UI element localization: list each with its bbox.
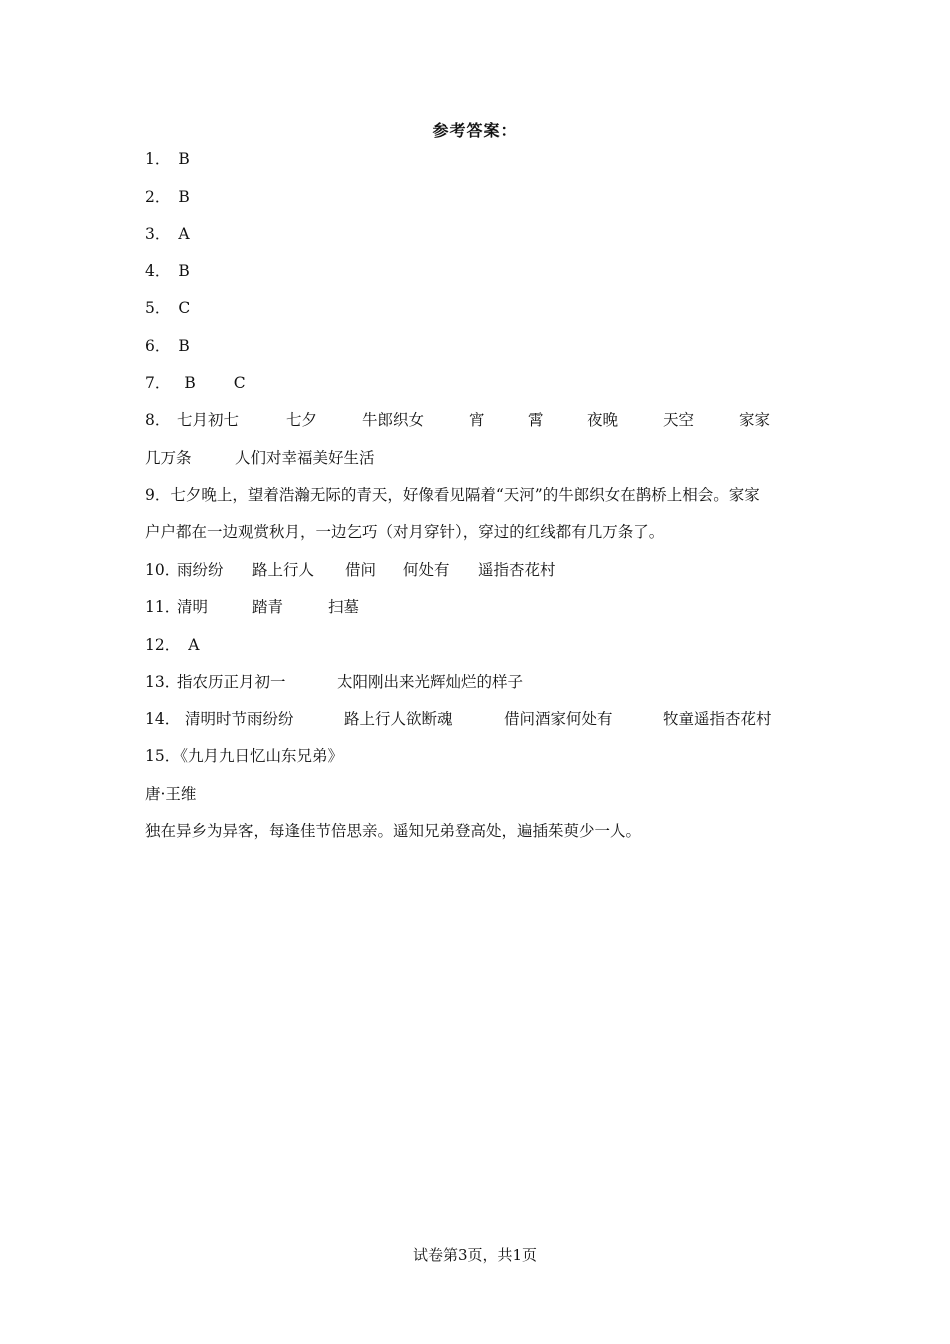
answer-number: 5． [145, 299, 171, 317]
answer-text: C [178, 299, 191, 317]
answer-text: 借问 [345, 561, 377, 579]
answer-14 [145, 709, 815, 729]
answer-10 [145, 560, 815, 580]
answer-number: 8． [145, 411, 171, 429]
answer-text: C [233, 374, 246, 392]
answer-text: 家家 [739, 411, 771, 429]
answer-15 [145, 746, 815, 766]
answer-text: 清明 [177, 598, 209, 616]
page-title: 参考答案： [432, 121, 518, 140]
poem-author [145, 784, 815, 804]
poem-title: 《九月九日忆山东兄弟》 [180, 747, 343, 765]
answer-text: A [188, 636, 200, 654]
answer-7 [145, 373, 815, 393]
answer-text: 雨纷纷 [177, 561, 224, 579]
answer-number: 9． [145, 486, 171, 504]
answer-number: 11． [145, 598, 181, 616]
answer-text: 几万条 [145, 449, 192, 467]
answer-text: 清明时节雨纷纷 [185, 710, 294, 728]
answer-text: 七夕 [286, 411, 318, 429]
answer-text: 天空 [663, 411, 695, 429]
answer-text: 夜晚 [587, 411, 619, 429]
answer-text: B [184, 374, 196, 392]
answer-number: 2． [145, 188, 171, 206]
answer-8-continued [145, 448, 815, 468]
answer-text: 借问酒家何处有 [504, 710, 613, 728]
answer-12 [145, 635, 815, 655]
answer-text: 踏青 [252, 598, 284, 616]
answer-text: 牧童遥指杏花村 [663, 710, 772, 728]
poem-body [145, 821, 815, 841]
answer-6 [145, 336, 815, 356]
answer-8 [145, 410, 815, 430]
answer-text: 何处有 [403, 561, 450, 579]
answer-number: 13． [145, 673, 181, 691]
answer-3 [145, 224, 815, 244]
answer-text: B [178, 262, 190, 280]
answer-text: 户户都在一边观赏秋月，一边乞巧（对月穿针），穿过的红线都有几万条了。 [145, 523, 665, 541]
answer-9-continued [145, 522, 815, 542]
answer-text: 路上行人 [252, 561, 315, 579]
answer-text: 指农历正月初一 [177, 673, 286, 691]
answer-text: B [178, 337, 190, 355]
answer-number: 7． [145, 374, 171, 392]
answer-text: 霄 [528, 411, 544, 429]
answer-text: 太阳刚出来光辉灿烂的样子 [337, 673, 524, 691]
answer-number: 10． [145, 561, 181, 579]
answer-5 [145, 298, 815, 318]
answer-text: 七夕晚上，望着浩瀚无际的青天，好像看见隔着“天河”的牛郎织女在鹊桥上相会。家家 [170, 486, 760, 504]
answer-2 [145, 187, 815, 207]
answer-number: 12． [145, 636, 181, 654]
answer-text: 路上行人欲断魂 [344, 710, 453, 728]
answer-text: A [178, 225, 190, 243]
answer-number: 3． [145, 225, 171, 243]
answer-text: B [178, 188, 190, 206]
answer-text: 遥指杏花村 [478, 561, 556, 579]
answer-number: 6． [145, 337, 171, 355]
answer-13 [145, 672, 815, 692]
answer-4 [145, 261, 815, 281]
answer-text: 宵 [469, 411, 485, 429]
answer-number: 15． [145, 747, 181, 765]
answer-number: 4． [145, 262, 171, 280]
page-footer: 试卷第3页，共1页 [412, 1246, 538, 1264]
answer-1 [145, 149, 815, 169]
answer-text: 人们对幸福美好生活 [235, 449, 375, 467]
answer-text: B [178, 150, 190, 168]
answer-number: 1． [145, 150, 171, 168]
answer-text: 扫墓 [328, 598, 360, 616]
answer-text: 独在异乡为异客，每逢佳节倍思亲。遥知兄弟登高处，遍插茱萸少一人。 [145, 822, 642, 840]
answer-number: 14． [145, 710, 181, 728]
answer-11 [145, 597, 815, 617]
answer-text: 七月初七 [177, 411, 240, 429]
answer-text: 牛郎织女 [362, 411, 425, 429]
answer-text: 唐·王维 [145, 785, 197, 803]
answer-9 [145, 485, 815, 505]
